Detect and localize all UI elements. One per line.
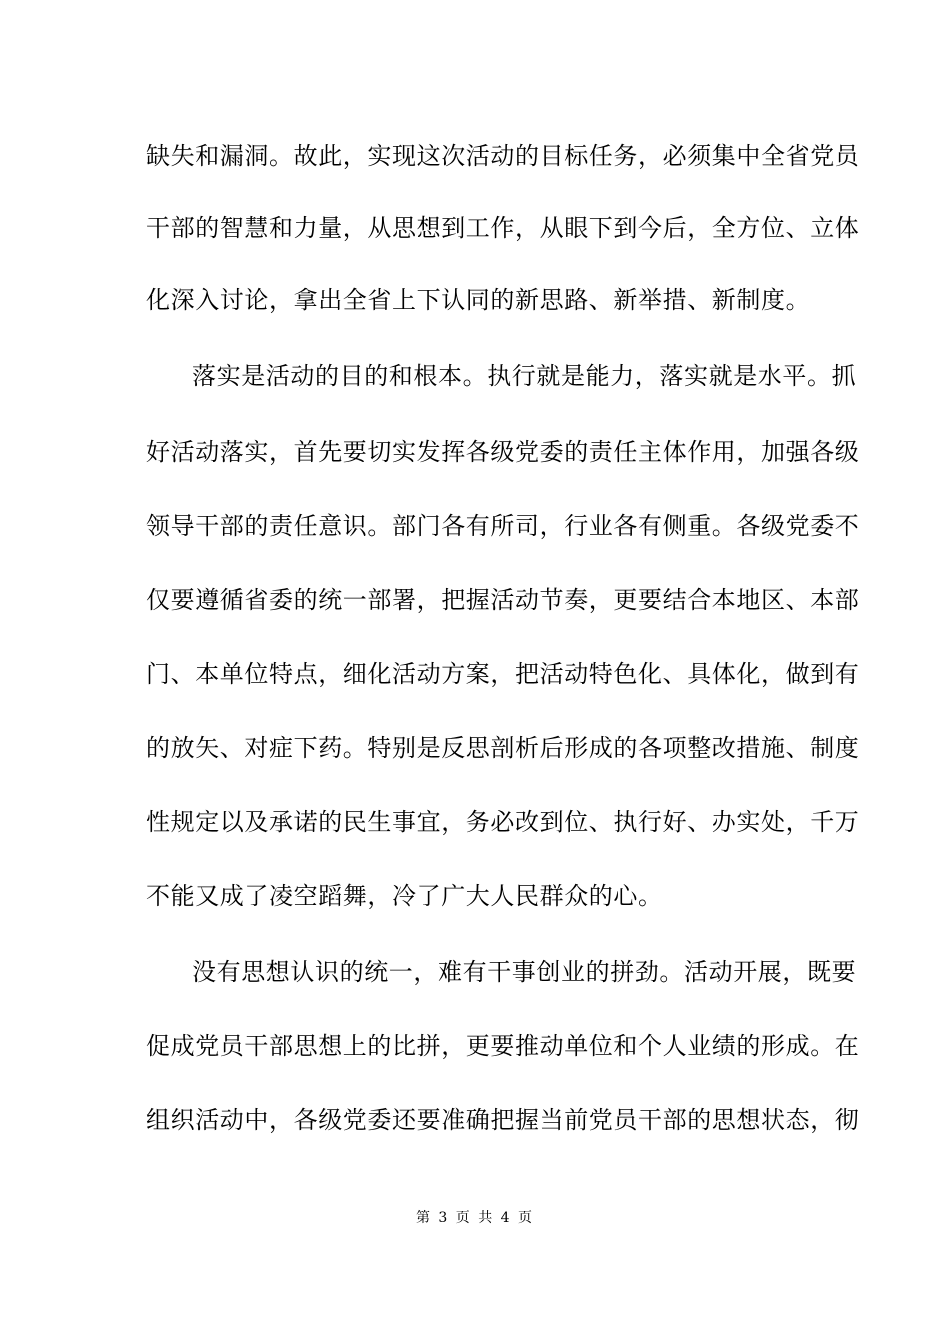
- paragraph-3-line-3: 组织活动中，各级党委还要准确把握当前党员干部的思想状态，彻: [146, 1106, 860, 1134]
- paragraph-2-line-4: 仅要遵循省委的统一部署，把握活动节奏，更要结合本地区、本部: [146, 586, 860, 614]
- paragraph-2-line-6: 的放矢、对症下药。特别是反思剖析后形成的各项整改措施、制度: [146, 734, 860, 762]
- paragraph-1-line-1: 缺失和漏洞。故此，实现这次活动的目标任务，必须集中全省党员: [146, 142, 860, 170]
- paragraph-3-line-2: 促成党员干部思想上的比拼，更要推动单位和个人业绩的形成。在: [146, 1032, 860, 1060]
- paragraph-2-line-7: 性规定以及承诺的民生事宜，务必改到位、执行好、办实处，千万: [146, 808, 860, 836]
- paragraph-2-line-2: 好活动落实，首先要切实发挥各级党委的责任主体作用，加强各级: [146, 438, 860, 466]
- paragraph-2-line-5: 门、本单位特点，细化活动方案，把活动特色化、具体化，做到有: [146, 660, 860, 688]
- paragraph-3-line-1: 没有思想认识的统一，难有干事创业的拼劲。活动开展，既要: [192, 958, 857, 986]
- paragraph-2-line-3: 领导干部的责任意识。部门各有所司，行业各有侧重。各级党委不: [146, 512, 860, 540]
- page-footer: 第 3 页 共 4 页: [415, 1210, 535, 1226]
- paragraph-1-line-2: 干部的智慧和力量，从思想到工作，从眼下到今后，全方位、立体: [146, 214, 860, 242]
- paragraph-2-line-8: 不能又成了凌空蹈舞，冷了广大人民群众的心。: [146, 882, 663, 910]
- paragraph-2-line-1: 落实是活动的目的和根本。执行就是能力，落实就是水平。抓: [192, 362, 857, 390]
- paragraph-1-line-3: 化深入讨论，拿出全省上下认同的新思路、新举措、新制度。: [146, 286, 811, 314]
